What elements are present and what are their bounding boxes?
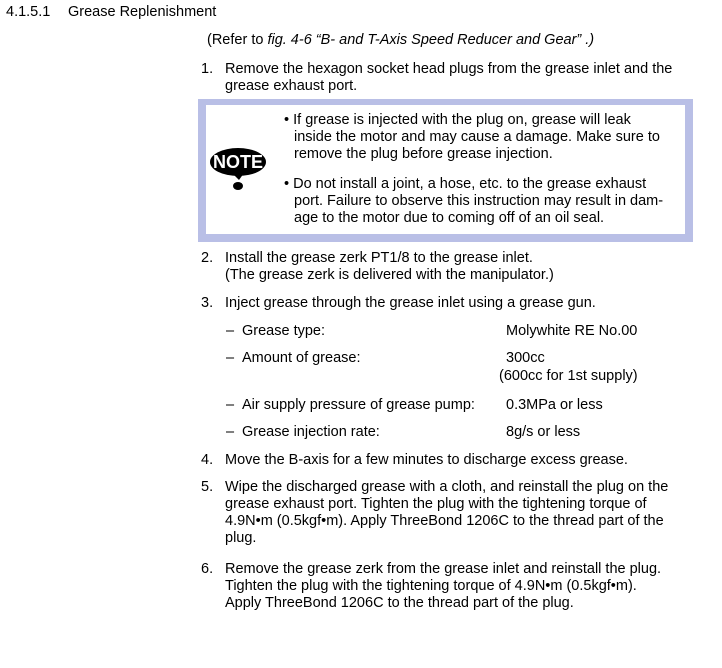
spec-value: 300cc [506,350,545,366]
note-text: age to the motor due to coming off of an oil seal. [294,210,605,226]
step-number: 1. [201,61,214,77]
note-bullet-2 [284,176,663,227]
refer-line [207,32,594,49]
section-number: 4.1.5.1 [6,4,51,20]
step-text: (The grease zerk is delivered with the manipulator.) [225,267,554,283]
spec-row [226,323,325,340]
note-label: NOTE [212,152,264,172]
step-4 [201,452,628,469]
section-heading [6,4,216,21]
dash: – [226,350,235,366]
step-text: plug. [225,530,257,546]
spec-value: Molywhite RE No.00 [506,323,638,339]
step-text: Remove the hexagon socket head plugs from the grease inlet and the [225,61,673,77]
step-number: 4. [201,452,214,468]
step-2 [201,250,554,284]
step-6 [201,561,661,612]
step-text: grease exhaust port. [225,78,358,94]
dash: – [226,397,235,413]
step-text: Remove the grease zerk from the grease inlet and reinstall the plug. [225,561,662,577]
step-number: 3. [201,295,214,311]
step-1 [201,61,672,95]
step-text: Install the grease zerk PT1/8 to the grease inlet. [225,250,533,266]
step-number: 2. [201,250,214,266]
spec-extra: (600cc for 1st supply) [499,368,638,384]
spec-label: Amount of grease: [242,350,361,366]
step-text: 4.9N•m (0.5kgf•m). Apply ThreeBond 1206C to the thread part of the [225,513,664,529]
step-number: 5. [201,479,214,495]
spec-value: 8g/s or less [506,424,581,440]
spec-label: Air supply pressure of grease pump: [242,397,475,413]
spec-row [226,424,380,441]
spec-label: Grease type: [242,323,326,339]
spec-value: 0.3MPa or less [506,397,603,413]
refer-fig: fig. 4-6 [267,32,312,48]
refer-quote: “B- and T-Axis Speed Reducer and Gear” .) [311,32,595,48]
step-text: Wipe the discharged grease with a cloth, and reinstall the plug on the [225,479,669,495]
step-text: Apply ThreeBond 1206C to the thread part of the plug. [225,595,574,611]
note-icon [209,146,269,196]
step-text: grease exhaust port. Tighten the plug with the tightening torque of [225,496,647,512]
dash: – [226,424,235,440]
spec-label: Grease injection rate: [242,424,380,440]
note-text: remove the plug before grease injection. [294,146,553,162]
note-text: inside the motor and may cause a damage. Make sure to [294,129,660,145]
step-5 [201,479,668,547]
dash: – [226,323,235,339]
spec-row [226,350,361,367]
note-bullet-1 [284,112,660,163]
step-3 [201,295,596,312]
note-text: • If grease is injected with the plug on, grease will leak [284,112,631,128]
step-number: 6. [201,561,214,577]
spec-row [226,397,475,414]
section-title: Grease Replenishment [68,4,217,20]
note-text: • Do not install a joint, a hose, etc. to the grease exhaust [284,176,647,192]
step-text: Inject grease through the grease inlet using a grease gun. [225,295,596,311]
refer-prefix: (Refer to [207,32,268,48]
step-text: Move the B-axis for a few minutes to discharge excess grease. [225,452,628,468]
step-text: Tighten the plug with the tightening torque of 4.9N•m (0.5kgf•m). [225,578,637,594]
note-text: port. Failure to observe this instruction may result in dam- [294,193,664,209]
